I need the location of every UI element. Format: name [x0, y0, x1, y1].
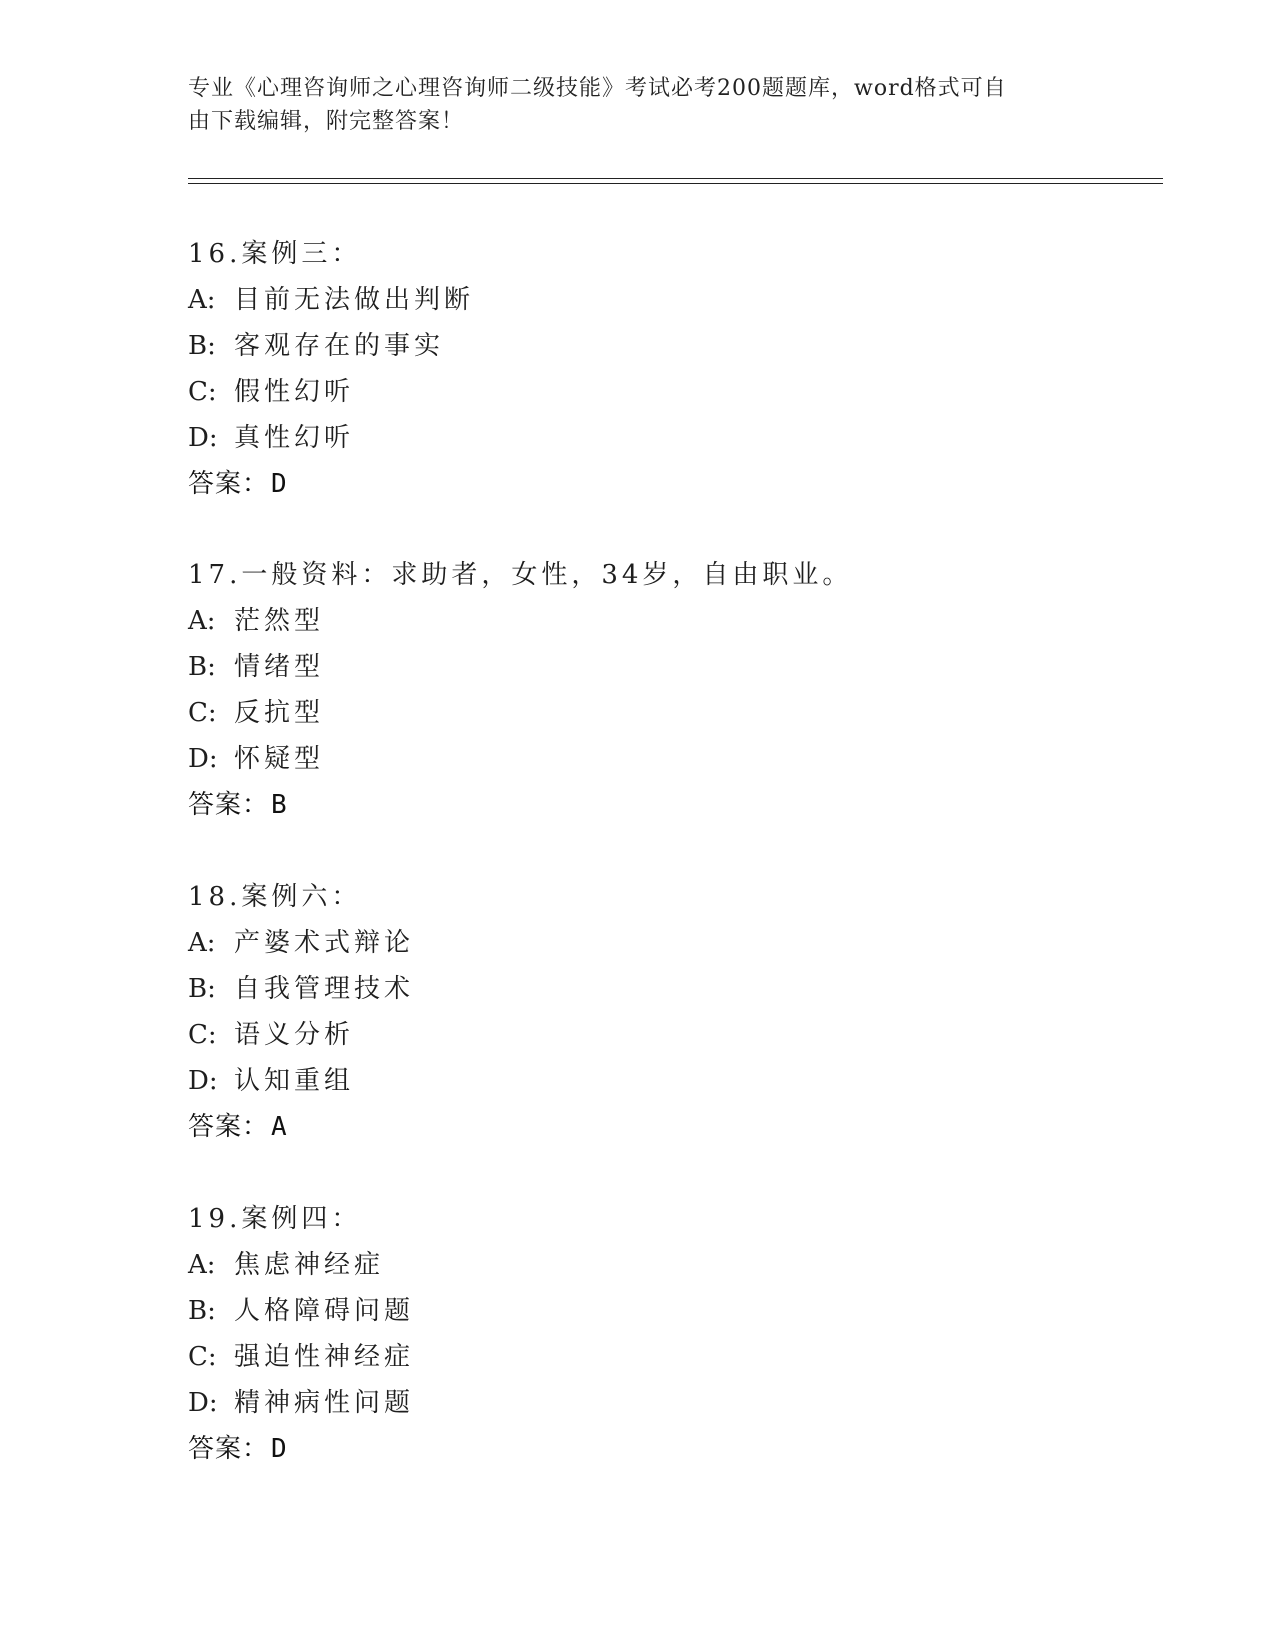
document-header [188, 72, 1068, 138]
question-block [188, 1196, 1128, 1472]
answer-label: 答案： [188, 1434, 270, 1464]
option-a [188, 598, 1128, 644]
option-text: 客观存在的事实 [234, 331, 445, 361]
option-letter: C: [188, 1020, 217, 1050]
answer-label: 答案： [188, 1112, 270, 1142]
option-d [188, 1058, 1128, 1104]
option-b [188, 966, 1128, 1012]
option-c [188, 1334, 1128, 1380]
option-letter: A: [188, 928, 216, 958]
option-a [188, 920, 1128, 966]
option-letter: B: [188, 652, 216, 682]
option-d [188, 736, 1128, 782]
option-text: 强迫性神经症 [234, 1342, 415, 1372]
option-text: 反抗型 [234, 698, 325, 728]
option-a [188, 1242, 1128, 1288]
option-text: 真性幻听 [234, 423, 355, 453]
question-title: 17.一般资料：求助者，女性，34岁，自由职业。 [188, 560, 853, 590]
option-d [188, 1380, 1128, 1426]
option-text: 情绪型 [234, 652, 325, 682]
header-line-2: 由下载编辑，附完整答案！ [188, 109, 465, 134]
option-b [188, 323, 1128, 369]
option-text: 认知重组 [234, 1066, 355, 1096]
question-block [188, 874, 1128, 1150]
header-line-1: 专业《心理咨询师之心理咨询师二级技能》考试必考200题题库，word格式可自 [188, 76, 1007, 101]
question-block [188, 231, 1128, 507]
option-letter: C: [188, 698, 217, 728]
option-letter: D: [188, 744, 218, 774]
answer-line [188, 1426, 1128, 1472]
option-text: 茫然型 [234, 606, 325, 636]
header-rule-bottom [188, 183, 1163, 184]
option-c [188, 690, 1128, 736]
option-text: 人格障碍问题 [234, 1296, 415, 1326]
option-b [188, 644, 1128, 690]
answer-line [188, 782, 1128, 828]
answer-label: 答案： [188, 469, 270, 499]
question-title: 19.案例四： [188, 1204, 362, 1234]
option-letter: C: [188, 377, 217, 407]
option-a [188, 277, 1128, 323]
option-letter: A: [188, 285, 216, 315]
answer-value: B [271, 790, 288, 820]
option-text: 自我管理技术 [234, 974, 415, 1004]
option-letter: A: [188, 1250, 216, 1280]
question-title: 18.案例六： [188, 882, 362, 912]
answer-label: 答案： [188, 790, 270, 820]
option-text: 假性幻听 [234, 377, 355, 407]
question-title: 16.案例三： [188, 239, 362, 269]
answer-value: D [271, 1434, 288, 1464]
option-b [188, 1288, 1128, 1334]
header-rule-top [188, 178, 1163, 179]
option-text: 目前无法做出判断 [234, 285, 475, 315]
option-letter: D: [188, 1388, 218, 1418]
question-block [188, 552, 1128, 828]
option-letter: B: [188, 331, 216, 361]
option-letter: B: [188, 1296, 216, 1326]
option-text: 精神病性问题 [234, 1388, 415, 1418]
option-text: 焦虑神经症 [234, 1250, 385, 1280]
option-text: 语义分析 [234, 1020, 355, 1050]
option-text: 怀疑型 [234, 744, 325, 774]
option-c [188, 1012, 1128, 1058]
answer-value: A [271, 1112, 288, 1142]
option-letter: D: [188, 423, 218, 453]
option-text: 产婆术式辩论 [234, 928, 415, 958]
answer-value: D [271, 469, 288, 499]
option-letter: A: [188, 606, 216, 636]
option-d [188, 415, 1128, 461]
option-letter: D: [188, 1066, 218, 1096]
option-letter: B: [188, 974, 216, 1004]
option-c [188, 369, 1128, 415]
option-letter: C: [188, 1342, 217, 1372]
answer-line [188, 1104, 1128, 1150]
answer-line [188, 461, 1128, 507]
